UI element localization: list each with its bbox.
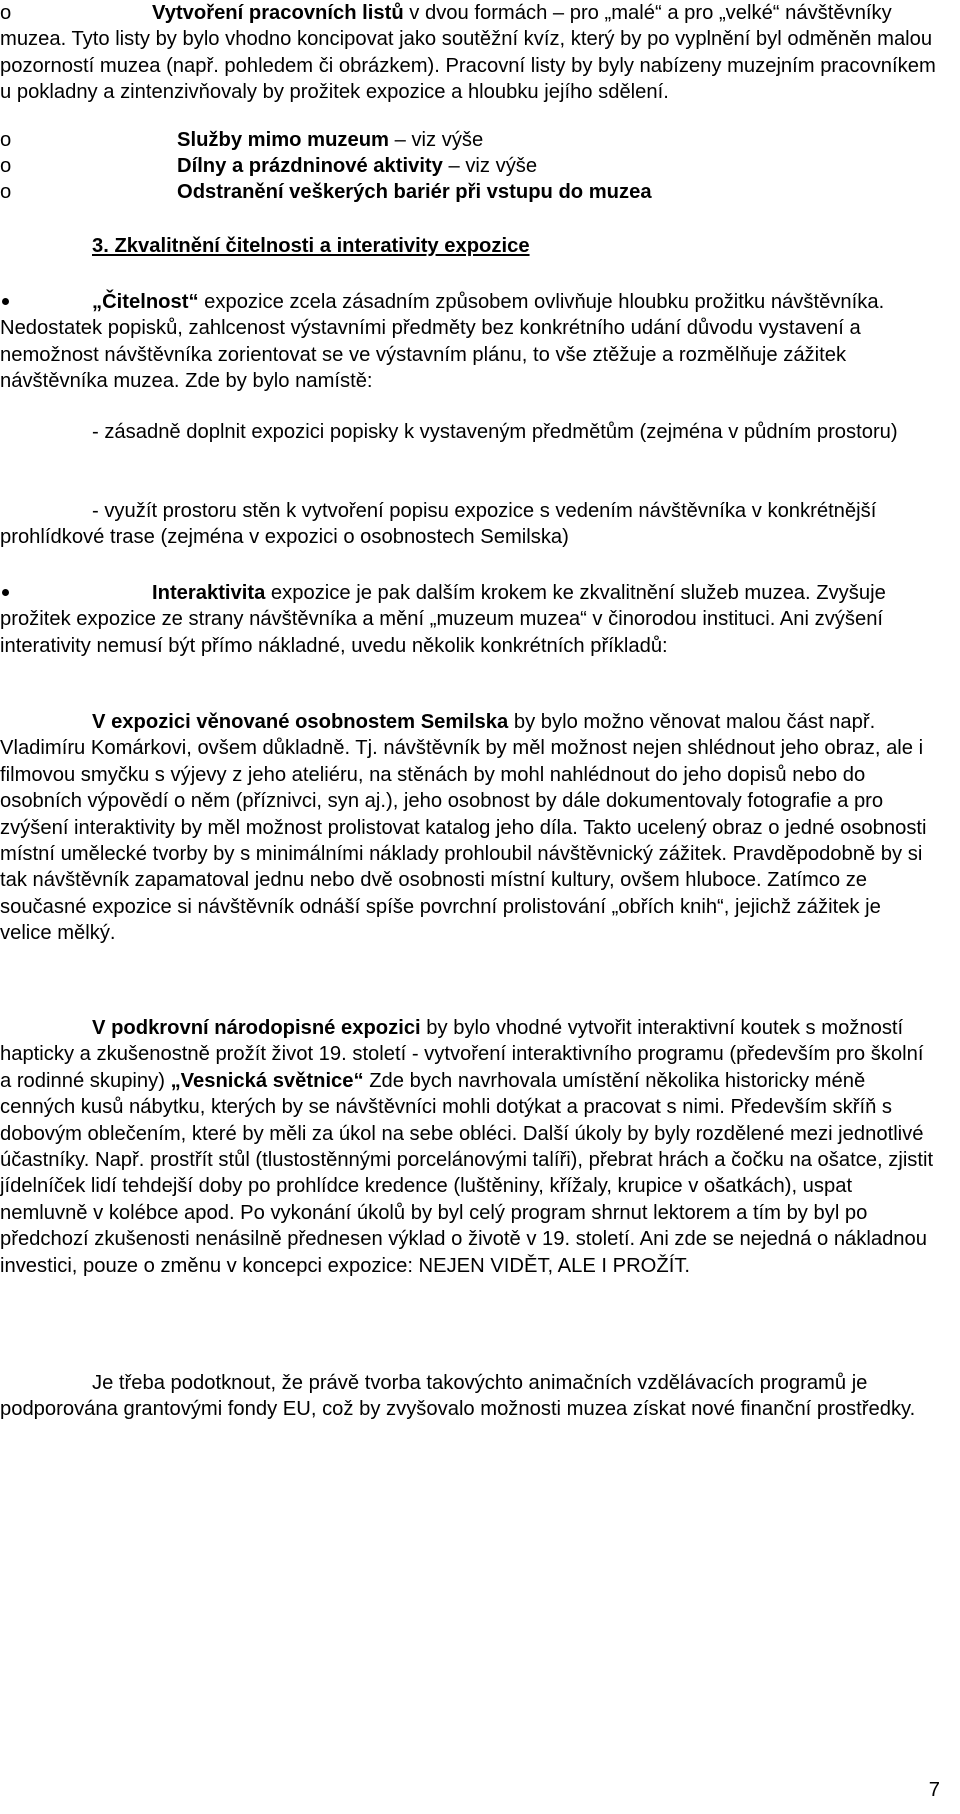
readability-paragraph [0, 289, 936, 395]
attic-bold: V podkrovní národopisné expozici [92, 1017, 421, 1039]
closing-text: Je třeba podotknout, že právě tvorba takovýchto animačních vzdělávacích programů je podporována grantovými fondy EU, což by zvyšovalo možnosti muzea získat nové finanční prostředky. [0, 1372, 916, 1421]
worksheets-paragraph [0, 0, 936, 106]
list-item-bold: Dílny a prázdninové aktivity [177, 155, 443, 177]
attic-text-1: by bylo vhodné vytvořit interaktivní koutek s možností hapticky a zkušenostně prožít život 19. století - vytvoření interaktivního programu (především pro školní a rodinné skupiny) [0, 1017, 924, 1092]
list-marker: o [0, 155, 12, 177]
list-marker: o [0, 2, 12, 24]
bullet-icon [0, 580, 20, 606]
semilska-bold: V expozici věnované osobnostem Semilska [92, 711, 509, 733]
attic-paragraph [0, 1015, 936, 1279]
closing-paragraph [0, 1370, 936, 1423]
list-item-bold: Odstranění veškerých bariér při vstupu do muzea [177, 181, 652, 203]
list-item-bold: Služby mimo muzeum [177, 129, 389, 151]
dash-item [0, 498, 936, 551]
section-heading: 3. Zkvalitnění čitelnosti a interativity expozice [92, 235, 530, 257]
list-marker: o [0, 181, 12, 203]
interactivity-text: expozice je pak dalším krokem ke zkvalitnění služeb muzea. Zvyšuje prožitek expozice ze strany návštěvníka a mění „muzeum muzea“ v činorodou instituci. Ani zvýšení interativity nemusí být přímo nákladné, uvedu několik konkrétních příkladů: [0, 582, 886, 657]
list-item-rest: – viz výše [389, 129, 484, 151]
worksheets-text: v dvou formách – pro „malé“ a pro „velké“ návštěvníky muzea. Tyto listy by bylo vhodno koncipovat jako soutěžní kvíz, který by po vyplnění byl odměněn malou pozorností muzea (např. pohledem či obrázkem). Pracovní listy by byly nabízeny muzejním pracovníkem u pokladny a zintenzivňovaly by prožitek expozice a hloubku jejího sdělení. [0, 2, 936, 104]
interactivity-paragraph [0, 580, 936, 659]
readability-bold: „Čitelnost“ [92, 291, 199, 313]
list-item-rest: – viz výše [442, 155, 538, 177]
dash-item-text: - zásadně doplnit expozici popisky k vystaveným předmětům (zejména v půdním prostoru) [92, 421, 898, 443]
semilska-paragraph [0, 709, 936, 947]
bullet-icon [0, 289, 20, 315]
attic-bold-2: „Vesnická světnice“ [170, 1069, 364, 1092]
readability-text: expozice zcela zásadním způsobem ovlivňuje hloubku prožitku návštěvníka. Nedostatek popisků, zahlcenost výstavními předměty bez konkrétního udání důvodu vystavení a nemožnost návštěvníka zorientovat se ve výstavním plánu, to vše ztěžuje a rozmělňuje zážitek návštěvníka muzea. Zde by bylo namístě: [0, 291, 885, 393]
interactivity-bold: Interaktivita [152, 582, 266, 604]
list-marker: o [0, 129, 12, 151]
dash-item-text: - využít prostoru stěn k vytvoření popisu expozice s vedením návštěvníka v konkrétnější prohlídkové trase (zejména v expozici o osobnostech Semilska) [0, 500, 877, 549]
attic-text-2: Zde bych navrhovala umístění několika historicky méně cenných kusů nábytku, kterých by se návštěvníci mohli dotýkat a pracovat s nimi. Především skříň s dobovým oblečením, které by měli za úkol na sebe obléci. Další úkoly by byly rozdělené mezi jednotlivé účastníky. Např. prostřít stůl (tlustostěnnými porcelánovými talíři), přebrat hrách a čočku na ošatce, zjistit jídelníček lidí tehdejší doby po prohlídce kredence (luštěniny, křížaly, krupice v ošatkách), uspat nemluvně v kolébce apod. Po vykonání úkolů by byl celý program shrnut lektorem a tím by byl po předchozí zkušenosti nenásilně přednesen výklad o životě v 19. století. Ani zde se nejedná o nákladnou investici, pouze o změnu v koncepci expozice: NEJEN VIDĚT, ALE I PROŽÍT. [0, 1069, 934, 1277]
dash-item [0, 419, 936, 445]
semilska-text: by bylo možno věnovat malou část např. Vladimíru Komárkovi, ovšem důkladně. Tj. návštěvník by měl možnost nejen shlédnout jeho obraz, ale i filmovou smyčku s výjevy z jeho ateliéru, na stěnách by mohl nahlédnout do jeho dopisů nebo do osobních výpovědí o něm (příznivci, syn aj.), jeho osobnost by dále dokumentovaly fotografie a pro zvýšení interaktivity by měl možnost prolistovat katalog jeho díla. Takto ucelený obraz o jedné osobnosti místní umělecké tvorby by s minimálními náklady prohloubil návštěvnický zážitek. Pravděpodobně by si tak návštěvník zapamatoval jednu nebo dvě osobnosti místní kultury, ovšem hluboce. Zatímco ze současné expozice si návštěvník odnáší spíše povrchní prolistování „obřích knih“, jejichž zážitek je velice mělký. [0, 711, 927, 945]
worksheets-bold: Vytvoření pracovních listů [152, 2, 404, 24]
page-number: 7 [928, 1779, 940, 1801]
